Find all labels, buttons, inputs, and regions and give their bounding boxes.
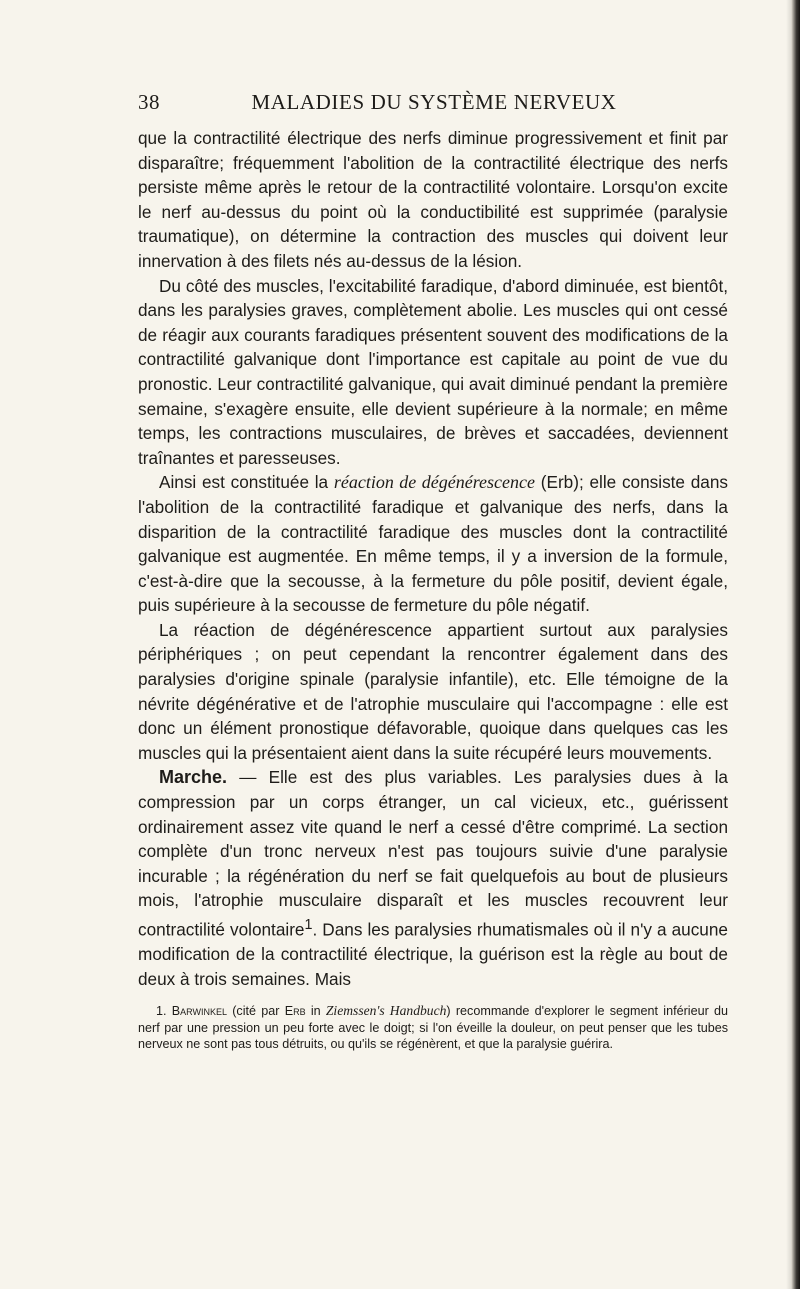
page-number: 38 (138, 90, 160, 114)
paragraph-1: que la contractilité électrique des nerfs diminue progressivement et finit par disparaître; fréquemment l'abolition de la contractilité électrique des nerfs persiste même après le retour de la contractilité volontaire. Lorsqu'on excite le nerf au-dessus du point où la conductibilité est supprimée (paralysie traumatique), on détermine la contraction des muscles qui doivent leur innervation à des filets nés au-dessus de la lésion. (138, 128, 728, 271)
footnote (138, 1003, 728, 1053)
paragraph-5-end: . Dans les paralysies rhumatismales où il n'y a aucune modification de la contractilité électrique, la guérison est la règle au bout de deux à trois semaines. Mais (138, 919, 728, 989)
body-text (138, 126, 728, 992)
paragraph-4: La réaction de dégénérescence appartient surtout aux paralysies périphériques ; on peut cependant la rencontrer également dans des paralysies d'origine spinale (paralysie infantile), etc. Elle témoigne de la névrite dégénérative et de l'atrophie musculaire qui l'accompagne : elle est donc un élément pronostique défavorable, quoique dans quelques cas les muscles qui la présentaient aient dans la suite récupéré leurs mouvements. (138, 619, 728, 763)
footnote-reference: 1 (304, 917, 313, 933)
running-title: MALADIES DU SYSTÈME NERVEUX (251, 90, 617, 114)
paragraph-5-start: Elle est des plus variables. Les paralysies dues à la compression par un corps étranger, un cal vicieux, etc., guérissent ordinairement assez vite quand le nerf a cessé d'être comprimé. La section complète d'un tronc nerveux n'est pas toujours suivie d'une paralysie incurable ; la régénération du nerf se fait quelquefois au bout de plusieurs mois, l'atrophie musculaire disparaît et les muscles recouvrent leur contractilité volontaire (138, 767, 728, 940)
footnote-work-title: Ziemssen's Handbuch (325, 1003, 447, 1018)
footnote-1 (138, 1003, 728, 1053)
footnote-part-1: (cité par (227, 1004, 285, 1018)
footnote-part-2: in (305, 1004, 326, 1018)
footnote-marker: 1. (156, 1004, 167, 1018)
term-reaction-degenerescence: réaction de dégénérescence (333, 472, 536, 493)
section-dash: — (227, 767, 269, 788)
page-header (138, 90, 730, 120)
page-edge (791, 0, 800, 1289)
footnote-cited-author: Erb (284, 1004, 306, 1018)
paragraph-5 (138, 765, 728, 991)
footnote-author: Barwinkel (171, 1004, 227, 1018)
paragraph-3-start: Ainsi est constituée la (159, 472, 334, 493)
section-heading-marche: Marche. (159, 767, 228, 788)
footnote-part-3: ) recommande d'explorer le segment inférieur du nerf par une pression un peu forte avec le doigt; si l'on éveille la douleur, on peut penser que les tubes nerveux ne sont pas tous détruits, ou qu'ils se régénèrent, et que la paralysie guérira. (138, 1004, 729, 1052)
paragraph-2: Du côté des muscles, l'excitabilité faradique, d'abord diminuée, est bientôt, dans les paralysies graves, complètement abolie. Les muscles qui ont cessé de réagir aux courants faradiques présentent souvent des modifications de la contractilité galvanique dont l'importance est capitale au point de vue du pronostic. Leur contractilité galvanique, qui avait diminué pendant la première semaine, s'exagère ensuite, elle devient supérieure à la normale; en même temps, les contractions musculaires, de brèves et saccadées, deviennent traînantes et paresseuses. (138, 275, 728, 468)
paragraph-3-end: (Erb); elle consiste dans l'abolition de la contractilité faradique et galvanique des nerfs, dans la disparition de la contractilité faradique des muscles dont la contractilité galvanique est augmentée. En même temps, il y a inversion de la formule, c'est-à-dire que la secousse, à la fermeture du pôle positif, devient égale, puis supérieure à la secousse de fermeture du pôle négatif. (138, 472, 728, 616)
paragraph-3 (138, 470, 728, 618)
